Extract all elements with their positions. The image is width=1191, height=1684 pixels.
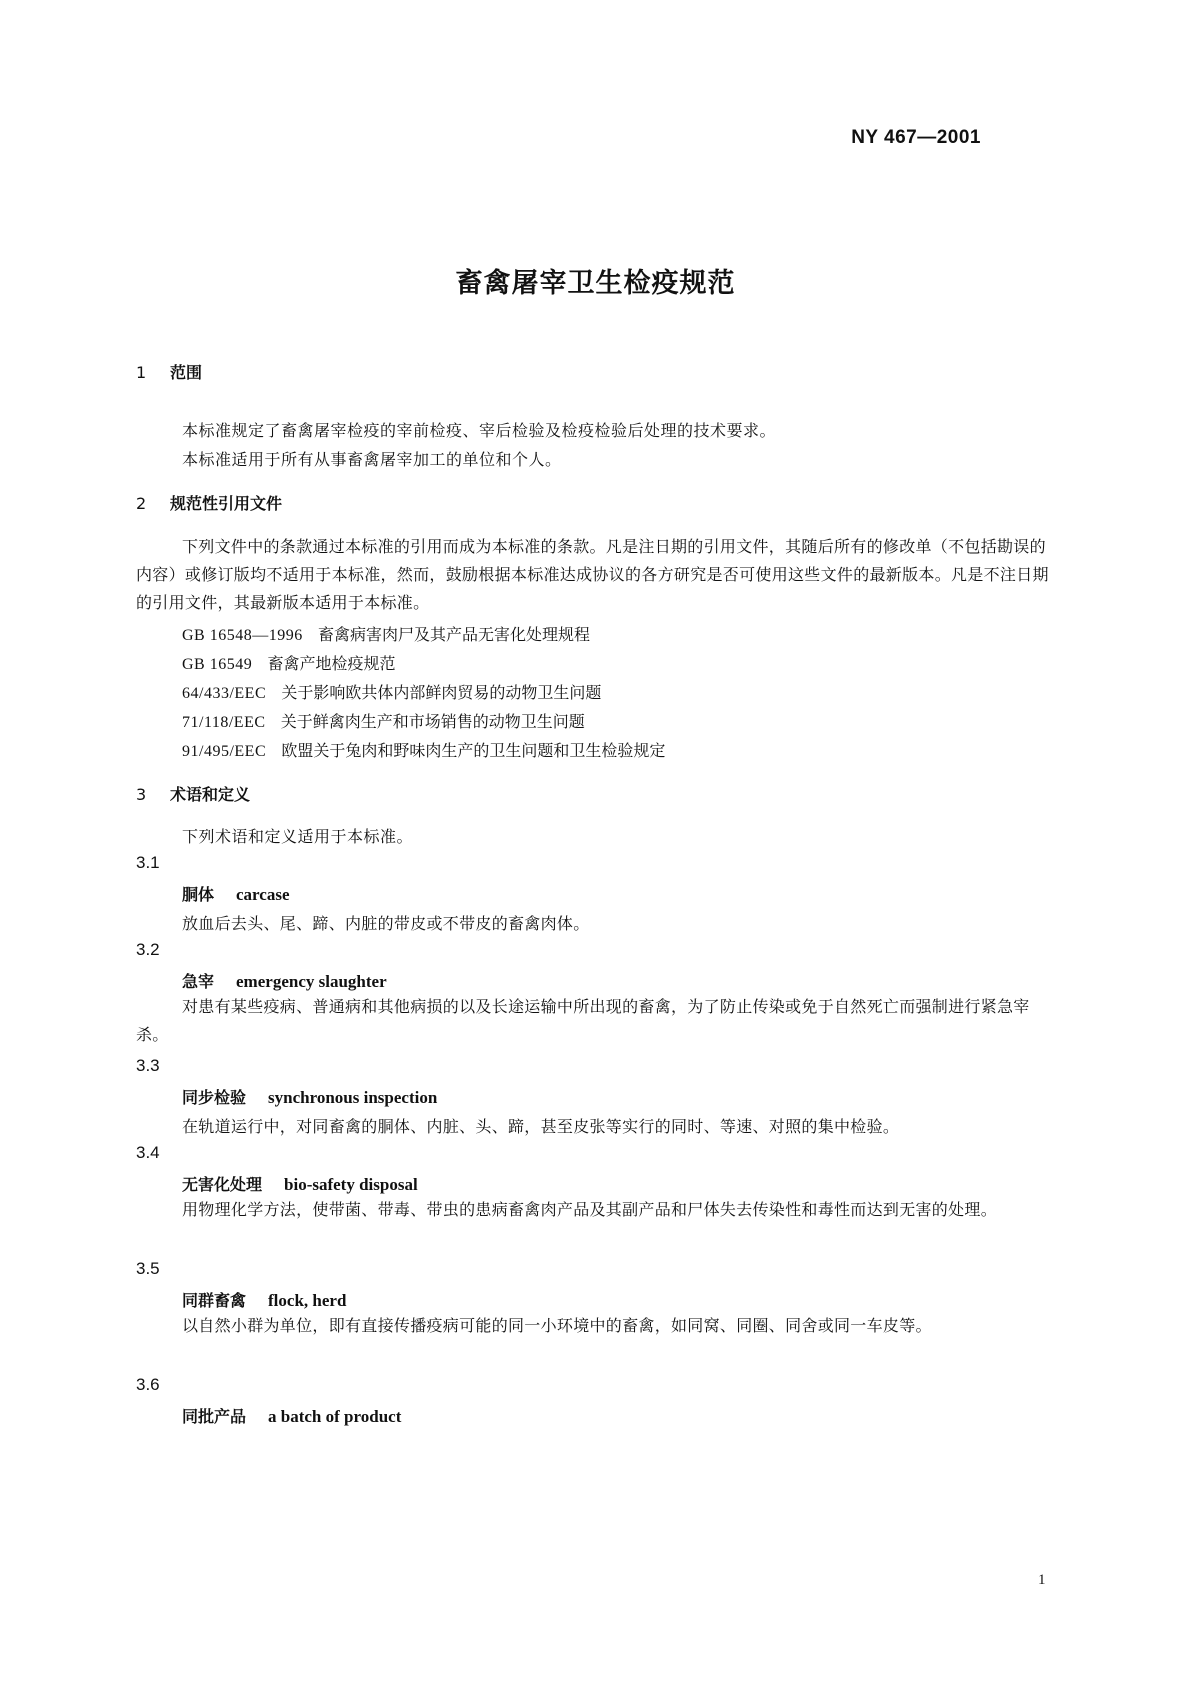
reference-item xyxy=(182,709,585,732)
term-heading xyxy=(182,1172,418,1195)
term-definition: 在轨道运行中，对同畜禽的胴体、内脏、头、蹄，甚至皮张等实行的同时、等速、对照的集中检验。 xyxy=(182,1117,900,1136)
section-heading-1 xyxy=(136,360,202,383)
reference-name: 欧盟关于兔肉和野味肉生产的卫生问题和卫生检验规定 xyxy=(281,741,666,760)
term-number: 3.5 xyxy=(136,1259,160,1278)
reference-name: 关于鲜禽肉生产和市场销售的动物卫生问题 xyxy=(280,712,585,731)
reference-code: 91/495/EEC xyxy=(182,743,267,760)
term-zh: 急宰 xyxy=(182,972,215,991)
term-number: 3.6 xyxy=(136,1375,160,1394)
term-definition: 放血后去头、尾、蹄、内脏的带皮或不带皮的畜禽肉体。 xyxy=(182,914,590,933)
reference-item xyxy=(182,738,665,761)
section-number: 3 xyxy=(136,785,147,804)
term-zh: 同步检验 xyxy=(182,1088,247,1107)
term-heading xyxy=(182,1085,437,1108)
term-en: emergency slaughter xyxy=(236,972,387,991)
section-number: 2 xyxy=(136,494,147,513)
section-heading-3 xyxy=(136,782,250,805)
term-number: 3.3 xyxy=(136,1056,160,1075)
reference-item xyxy=(182,651,396,674)
term-zh: 胴体 xyxy=(182,885,215,904)
terms-intro: 下列术语和定义适用于本标准。 xyxy=(182,827,414,846)
term-zh: 无害化处理 xyxy=(182,1175,263,1194)
term-en: bio-safety disposal xyxy=(284,1175,418,1194)
scope-paragraph-1: 本标准规定了畜禽屠宰检疫的宰前检疫、宰后检验及检疫检验后处理的技术要求。 xyxy=(182,421,777,440)
reference-item xyxy=(182,622,590,645)
section-number: 1 xyxy=(136,363,147,382)
references-intro: 下列文件中的条款通过本标准的引用而成为本标准的条款。凡是注日期的引用文件，其随后所有的修改单（不包括勘误的内容）或修订版均不适用于本标准，然而，鼓励根据本标准达成协议的各方研究是否可使用这些文件的最新版本。凡是不注日期的引用文件，其最新版本适用于本标准。 xyxy=(136,537,1049,612)
term-definition: 用物理化学方法，使带菌、带毒、带虫的患病畜禽肉产品及其副产品和尸体失去传染性和毒性而达到无害的处理。 xyxy=(182,1200,998,1219)
term-number: 3.2 xyxy=(136,940,160,959)
document-title: 畜禽屠宰卫生检疫规范 xyxy=(455,268,736,299)
section-title: 范围 xyxy=(170,363,203,382)
page-number: 1 xyxy=(1038,1572,1046,1588)
section-title: 规范性引用文件 xyxy=(170,494,283,513)
standard-number: NY 467—2001 xyxy=(851,127,981,148)
term-number: 3.4 xyxy=(136,1143,160,1162)
reference-name: 畜禽产地检疫规范 xyxy=(267,654,396,673)
reference-name: 关于影响欧共体内部鲜肉贸易的动物卫生问题 xyxy=(281,683,602,702)
term-heading xyxy=(182,1404,401,1427)
term-en: synchronous inspection xyxy=(268,1088,438,1107)
term-zh: 同批产品 xyxy=(182,1407,247,1426)
section-title: 术语和定义 xyxy=(170,785,251,804)
reference-code: GB 16548—1996 xyxy=(182,627,303,644)
term-zh: 同群畜禽 xyxy=(182,1291,247,1310)
term-en: carcase xyxy=(236,885,290,904)
section-heading-2 xyxy=(136,491,282,514)
scope-paragraph-2: 本标准适用于所有从事畜禽屠宰加工的单位和个人。 xyxy=(182,450,562,469)
term-en: flock, herd xyxy=(268,1291,347,1310)
term-definition: 以自然小群为单位，即有直接传播疫病可能的同一小环境中的畜禽，如同窝、同圈、同舍或同一车皮等。 xyxy=(182,1316,932,1335)
reference-item xyxy=(182,680,601,703)
reference-code: 71/118/EEC xyxy=(182,714,266,731)
term-en: a batch of product xyxy=(268,1407,402,1426)
term-heading xyxy=(182,1288,346,1311)
term-number: 3.1 xyxy=(136,853,160,872)
term-definition: 对患有某些疫病、普通病和其他病损的以及长途运输中所出现的畜禽，为了防止传染或免于自然死亡而强制进行紧急宰杀。 xyxy=(136,997,1030,1044)
reference-name: 畜禽病害肉尸及其产品无害化处理规程 xyxy=(318,625,591,644)
reference-code: 64/433/EEC xyxy=(182,685,267,702)
term-heading xyxy=(182,969,387,992)
reference-code: GB 16549 xyxy=(182,656,253,673)
term-heading xyxy=(182,882,290,905)
